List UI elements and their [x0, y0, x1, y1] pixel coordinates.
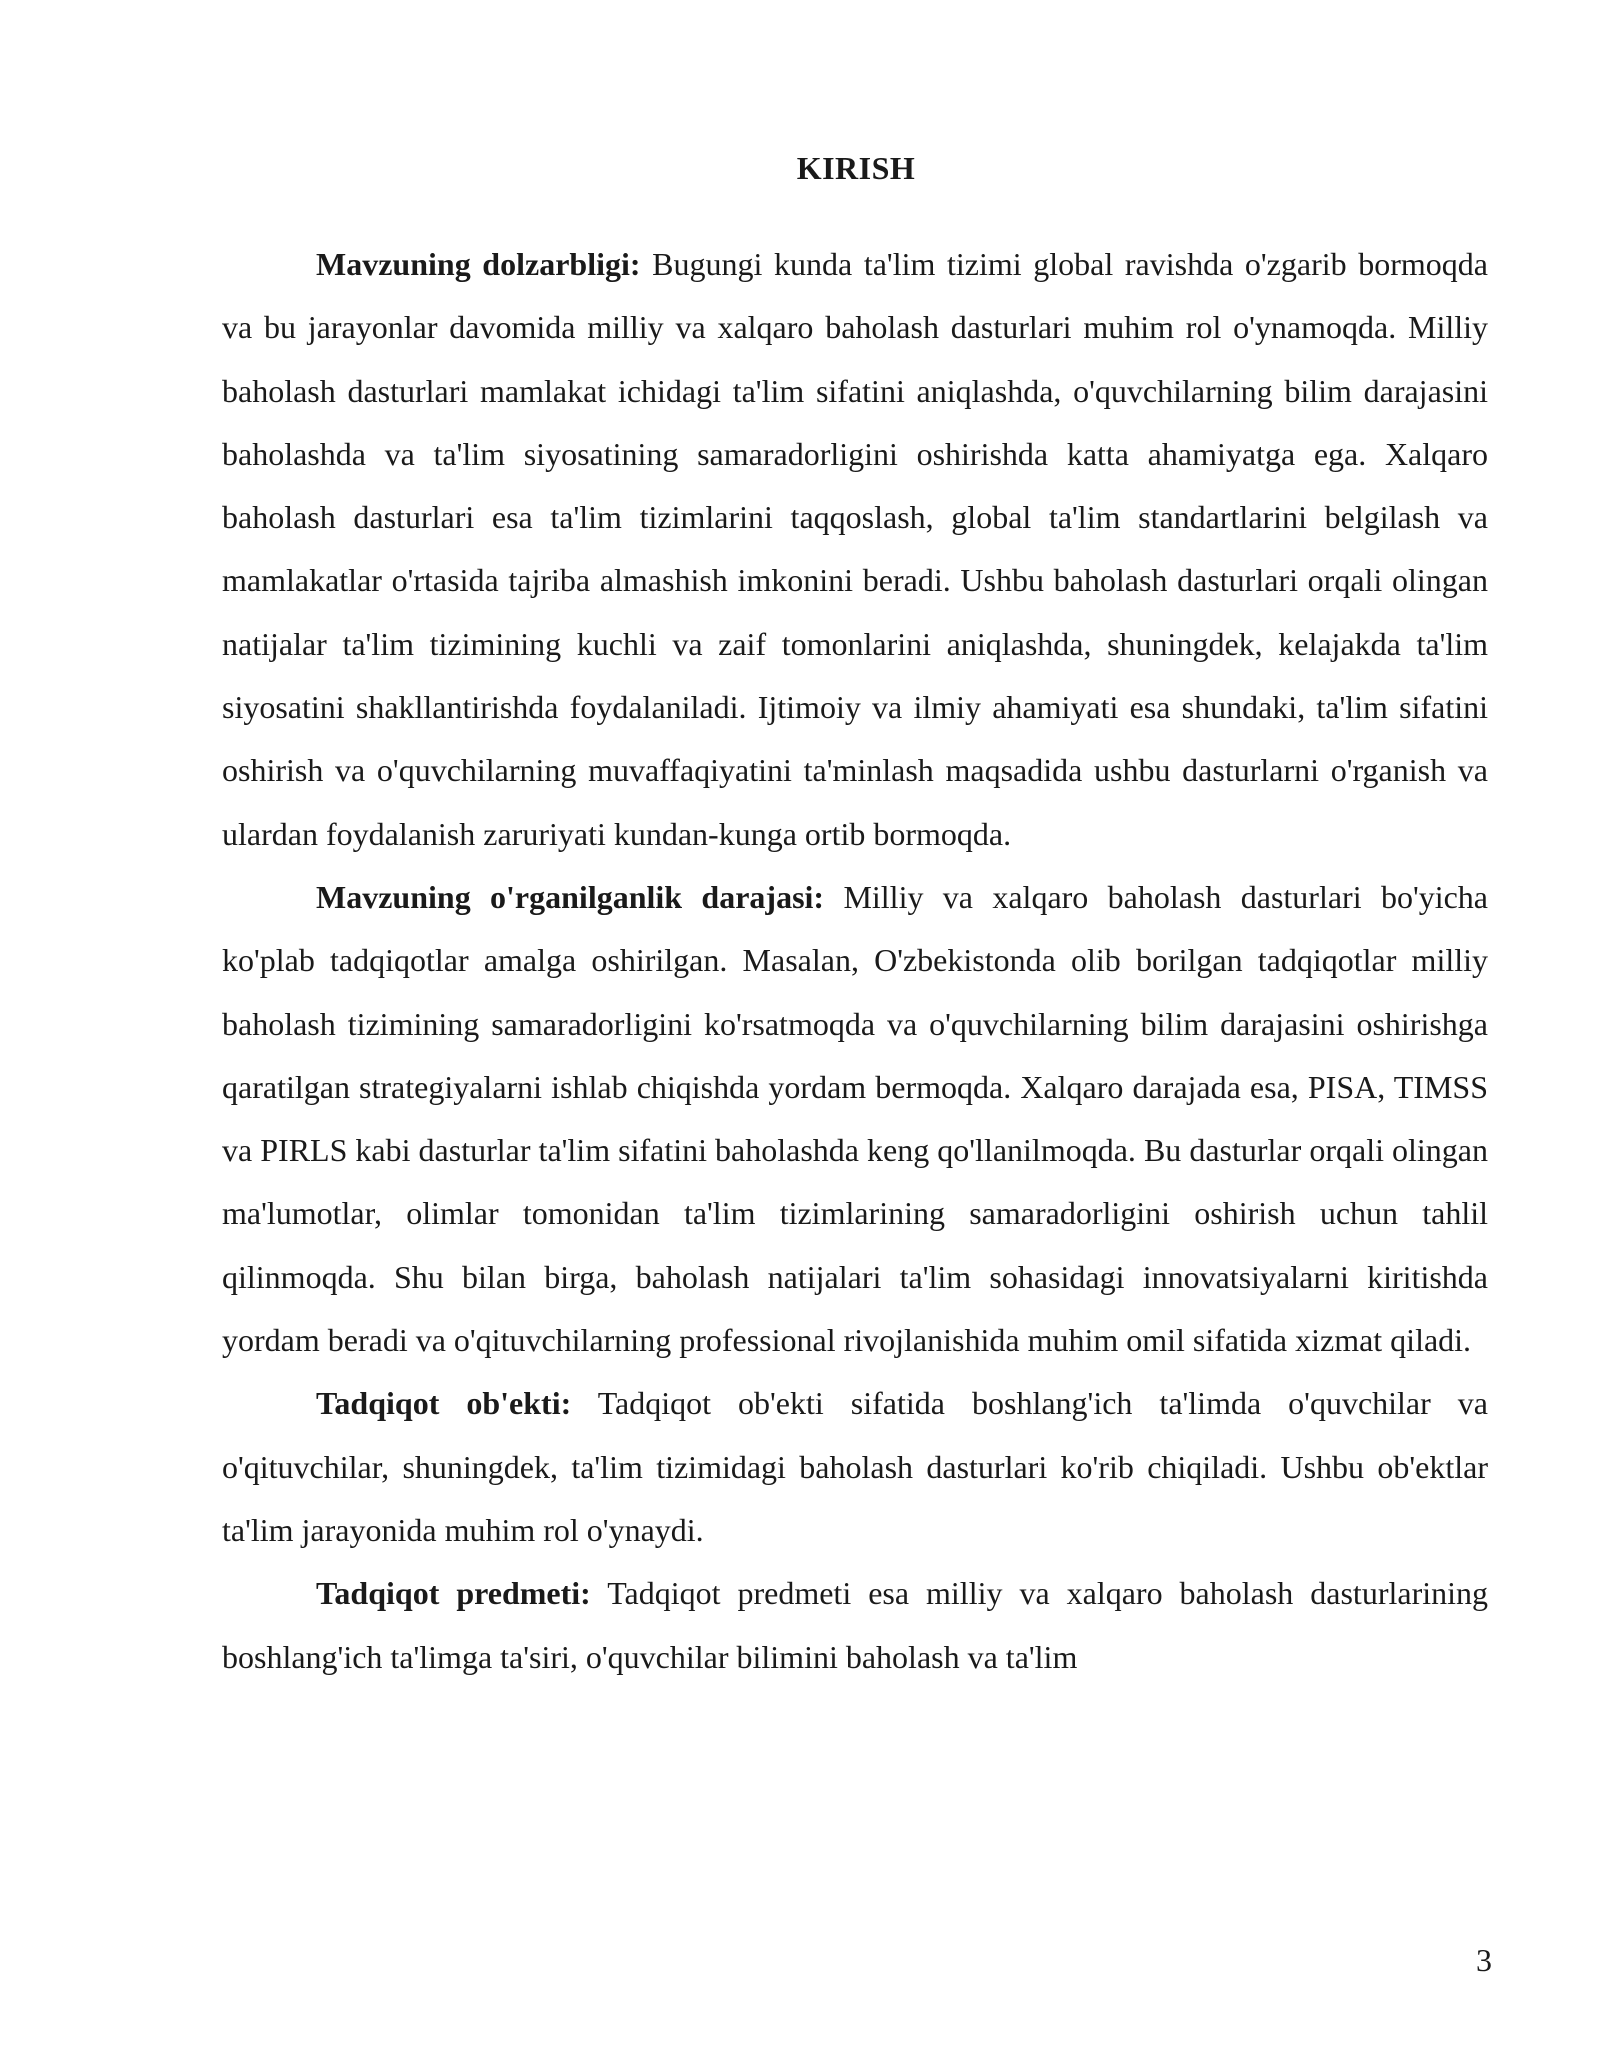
- paragraph-lead: Tadqiqot predmeti:: [316, 1575, 591, 1612]
- paragraph-lead: Mavzuning dolzarbligi:: [316, 246, 641, 282]
- paragraph-text: Tadqiqot ob'ekti sifatida boshlang'ich ta'limda o'quvchilar va o'qituvchilar, shuningdek, ta'lim tizimidagi baholash dasturlari ko'rib chiqiladi. Ushbu ob'ektlar ta'lim jarayonida muhim rol o'ynaydi.: [222, 1385, 1489, 1548]
- paragraph-text: Tadqiqot predmeti esa milliy va xalqaro baholash dasturlarining boshlang'ich ta'limga ta'siri, o'quvchilar bilimini baholash va ta'lim: [222, 1575, 1489, 1675]
- page-number: 3: [1476, 1942, 1492, 1978]
- paragraph-text: Bugungi kunda ta'lim tizimi global ravishda o'zgarib bormoqda va bu jarayonlar davomida milliy va xalqaro baholash dasturlari muhim rol o'ynamoqda. Milliy baholash dasturlari mamlakat ichidagi ta'lim sifatini aniqlashda, o'quvchilarning bilim darajasini baholashda va ta'lim siyosatining samaradorligini oshirishda katta ahamiyatga ega. Xalqaro baholash dasturlari esa ta'lim tizimlarini taqqoslash, global ta'lim standartlarini belgilash va mamlakatlar o'rtasida tajriba almashish imkonini beradi. Ushbu baholash dasturlari orqali olingan natijalar ta'lim tizimining kuchli va zaif tomonlarini aniqlashda, shuningdek, kelajakda ta'lim siyosatini shakllantirishda foydalaniladi. Ijtimoiy va ilmiy ahamiyati esa shundaki, ta'lim sifatini oshirish va o'quvchilarning muvaffaqiyatini ta'minlash maqsadida ushbu dasturlarni o'rganish va ulardan foydalanish zaruriyati kundan-kunga ortib bormoqda.: [222, 246, 1489, 852]
- paragraph-lead: Tadqiqot ob'ekti:: [316, 1385, 572, 1422]
- body-text: [222, 233, 1488, 1689]
- paragraph-research-object: [222, 1372, 1488, 1562]
- paragraph-text: Milliy va xalqaro baholash dasturlari bo'yicha ko'plab tadqiqotlar amalga oshirilgan. Masalan, O'zbekistonda olib borilgan tadqiqotlar milliy baholash tizimining samaradorligini ko'rsatmoqda va o'quvchilarning bilim darajasini oshirishga qaratilgan strategiyalarni ishlab chiqishda yordam bermoqda. Xalqaro darajada esa, PISA, TIMSS va PIRLS kabi dasturlar ta'lim sifatini baholashda keng qo'llanilmoqda. Bu dasturlar orqali olingan ma'lumotlar, olimlar tomonidan ta'lim tizimlarining samaradorligini oshirish uchun tahlil qilinmoqda. Shu bilan birga, baholash natijalari ta'lim sohasidagi innovatsiyalarni kiritishda yordam beradi va o'qituvchilarning professional rivojlanishida muhim omil sifatida xizmat qiladi.: [222, 878, 1489, 1359]
- paragraph-lead: Mavzuning o'rganilganlik darajasi:: [316, 878, 825, 915]
- paragraph-research-subject: [222, 1562, 1488, 1689]
- section-title: KIRISH: [796, 150, 916, 186]
- paragraph-relevance: [222, 233, 1488, 866]
- paragraph-study-level: [222, 866, 1488, 1372]
